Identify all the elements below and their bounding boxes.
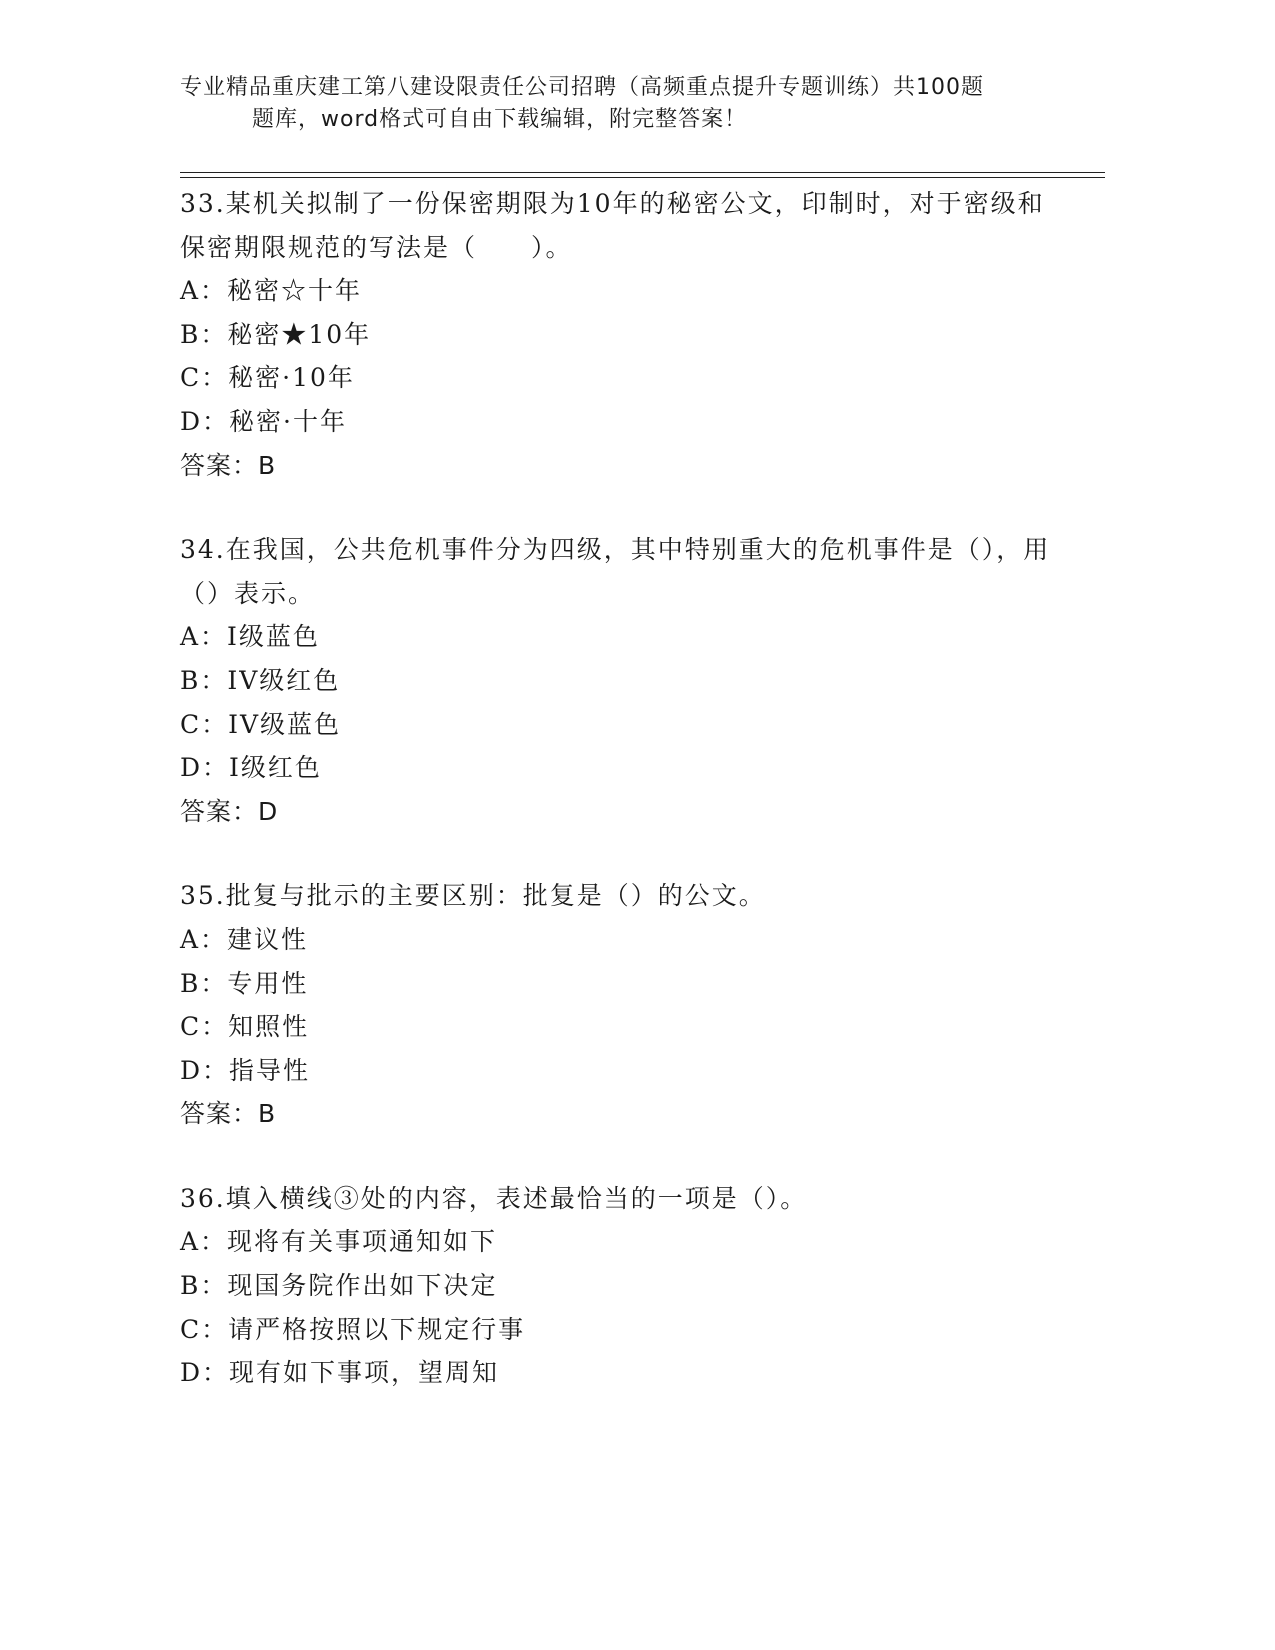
- option-c: C：秘密·10年: [180, 363, 355, 393]
- option-b: B：秘密★10年: [180, 319, 372, 349]
- option-c: C：IV级蓝色: [180, 709, 342, 739]
- option-b: B：专用性: [180, 968, 309, 998]
- answer: 答案：B: [180, 450, 277, 480]
- option-a: A：建议性: [180, 924, 309, 954]
- question-text: 35.批复与批示的主要区别：批复是（）的公文。: [180, 881, 766, 911]
- question-text: 36.填入横线③处的内容，表述最恰当的一项是（）。: [180, 1183, 808, 1213]
- option-d: D：指导性: [180, 1055, 311, 1085]
- option-d: D：秘密·十年: [180, 406, 347, 436]
- option-d: D：现有如下事项，望周知: [180, 1358, 500, 1388]
- option-b: B：现国务院作出如下决定: [180, 1271, 498, 1301]
- question-36: [180, 1177, 1060, 1395]
- question-33: [180, 182, 1060, 487]
- header-divider-bottom: [180, 177, 1105, 178]
- question-34: [180, 528, 1060, 833]
- option-c: C：请严格按照以下规定行事: [180, 1314, 526, 1344]
- header-title-line1: 专业精品重庆建工第八建设限责任公司招聘（高频重点提升专题训练）共100题: [180, 75, 984, 100]
- question-text: 34.在我国，公共危机事件分为四级，其中特别重大的危机事件是（），用（）表示。: [180, 535, 1051, 608]
- option-a: A：I级蓝色: [180, 622, 320, 652]
- option-a: A：秘密☆十年: [180, 276, 363, 306]
- document-header: [180, 72, 1060, 136]
- question-list: [180, 182, 1060, 1436]
- answer: 答案：B: [180, 1099, 277, 1129]
- answer: 答案：D: [180, 796, 279, 826]
- question-text: 33.某机关拟制了一份保密期限为10年的秘密公文，印制时，对于密级和保密期限规范的写法是（ ）。: [180, 189, 1045, 262]
- question-35: [180, 874, 1060, 1136]
- option-a: A：现将有关事项通知如下: [180, 1227, 498, 1257]
- header-divider-top: [180, 172, 1105, 173]
- option-d: D：I级红色: [180, 753, 322, 783]
- option-b: B：IV级红色: [180, 665, 341, 695]
- option-c: C：知照性: [180, 1012, 310, 1042]
- header-title-line2: 题库，word格式可自由下载编辑，附完整答案！: [252, 107, 748, 132]
